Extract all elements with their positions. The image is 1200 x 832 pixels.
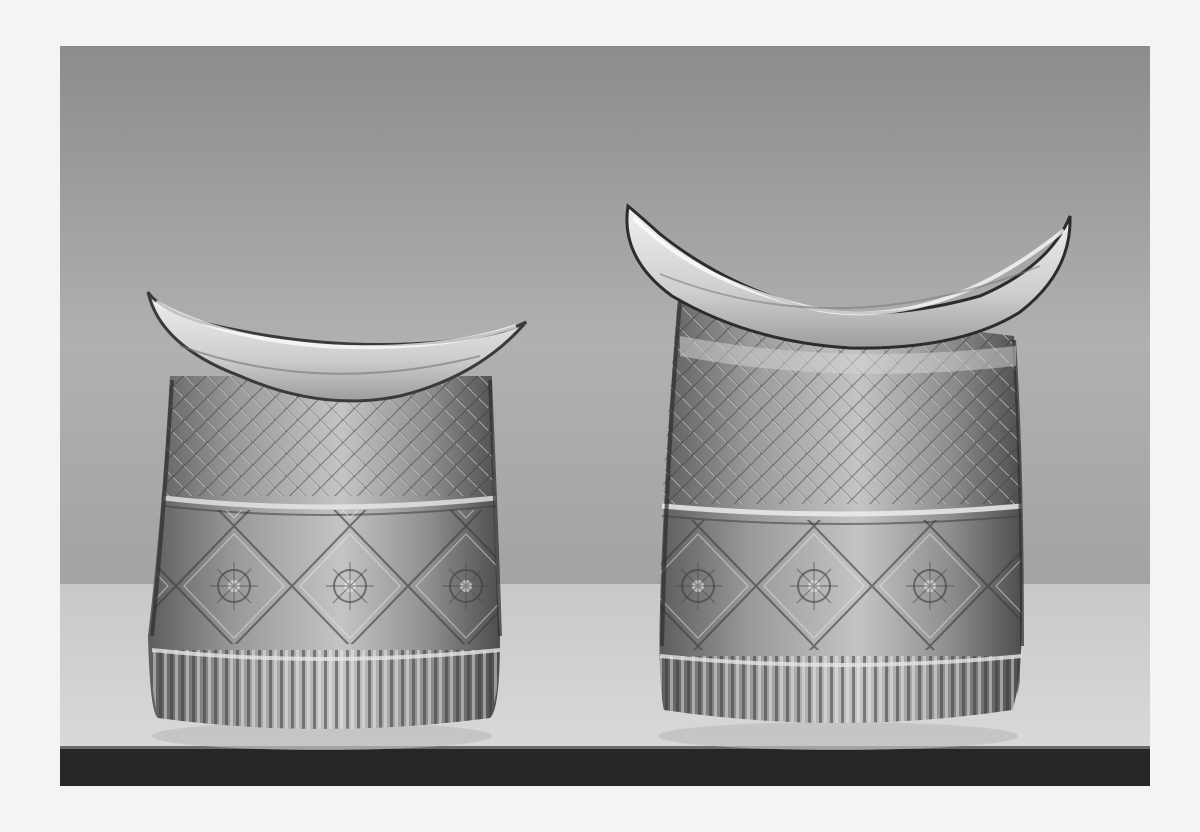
photograph-canvas xyxy=(60,46,1150,786)
shelf-edge xyxy=(60,746,1150,786)
small-glass-hat xyxy=(148,292,526,750)
photograph xyxy=(60,46,1150,786)
